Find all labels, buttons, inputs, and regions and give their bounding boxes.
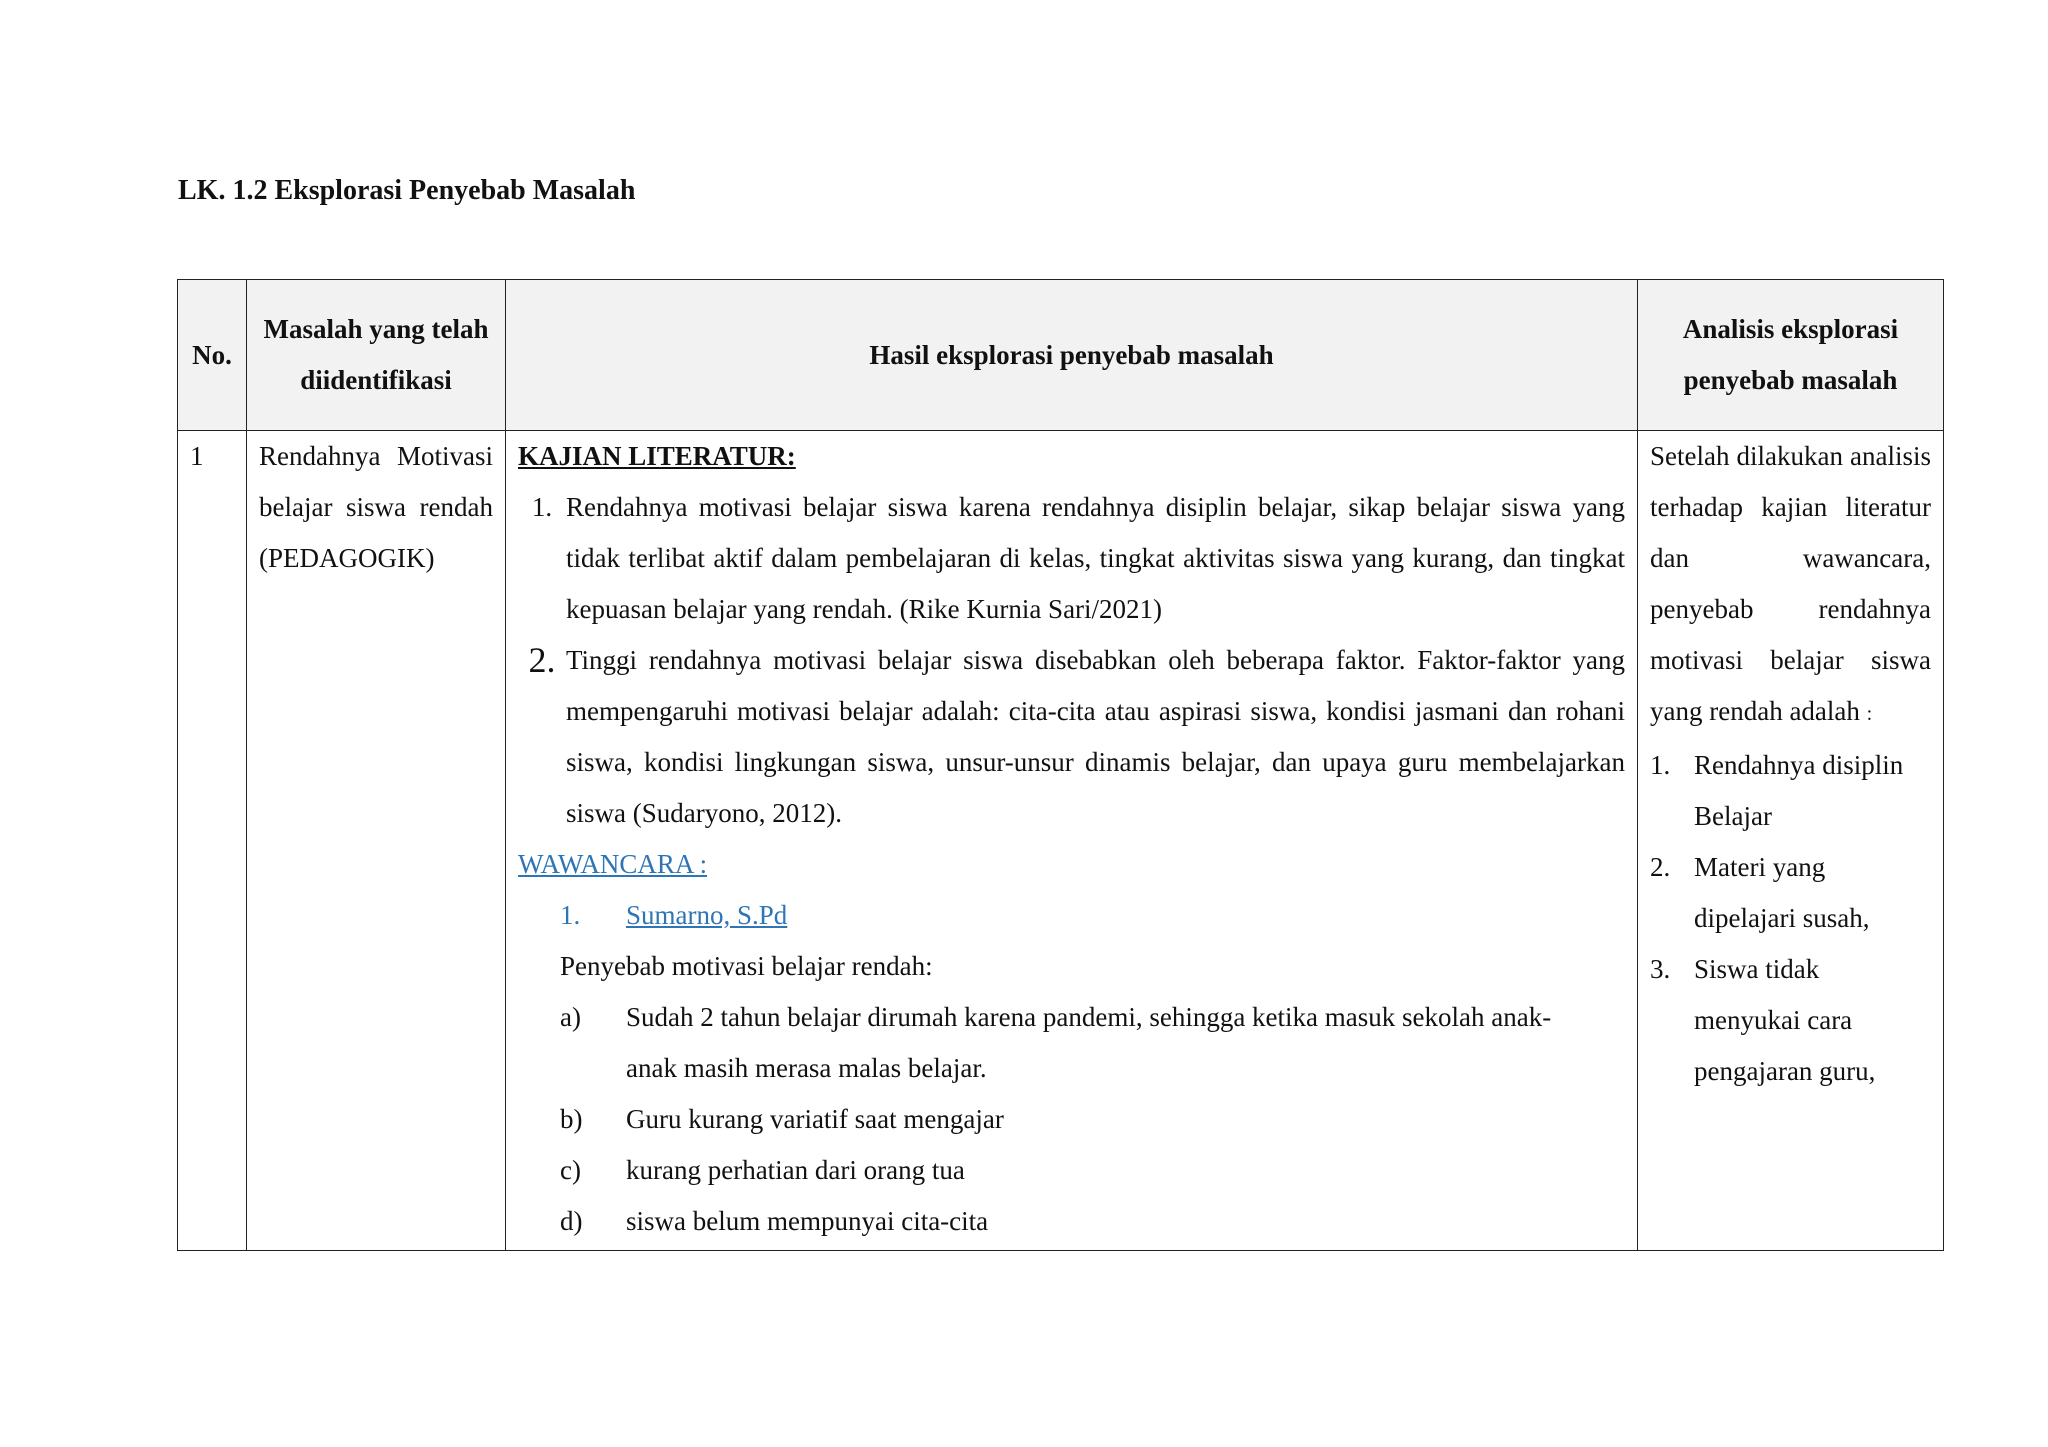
interview-point (518, 992, 1625, 1094)
analysis-item-number: 3. (1650, 954, 1671, 984)
interview-point-label: d) (560, 1206, 583, 1236)
interview-point (518, 1145, 1625, 1196)
interview-point-label: a) (560, 1002, 581, 1032)
analysis-item (1650, 740, 1931, 842)
page-title: LK. 1.2 Eksplorasi Penyebab Masalah (178, 175, 636, 206)
interview-intro: Penyebab motivasi belajar rendah: (560, 951, 933, 981)
table-row (178, 431, 1944, 1251)
analysis-colon: : (1866, 703, 1873, 725)
header-problem: Masalah yang telah diidentifikasi (247, 280, 506, 431)
header-analysis: Analisis eksplorasi penyebab masalah (1638, 280, 1944, 431)
interview-point (518, 1094, 1625, 1145)
literature-item-number: 2. (528, 640, 556, 680)
interview-point-text: Sudah 2 tahun belajar dirumah karena pandemi, sehingga ketika masuk sekolah anak-anak masih merasa malas belajar. (626, 1002, 1552, 1083)
interview-point-text: Guru kurang variatif saat mengajar (626, 1104, 1004, 1134)
interview-person-number: 1. (560, 900, 581, 930)
literature-item (518, 482, 1625, 635)
header-results: Hasil eksplorasi penyebab masalah (506, 280, 1638, 431)
analysis-item-text: Rendahnya disiplin Belajar (1694, 750, 1904, 831)
interview-point-label: c) (560, 1155, 581, 1185)
analysis-intro-text: Setelah dilakukan analisis terhadap kajian literatur dan wawancara, penyebab rendahnya motivasi belajar siswa yang rendah adalah (1650, 441, 1931, 726)
literature-item-text: Rendahnya motivasi belajar siswa karena rendahnya disiplin belajar, sikap belajar siswa yang tidak terlibat aktif dalam pembelajaran di kelas, tingkat aktivitas siswa yang kurang, dan tingkat kepuasan belajar yang rendah. (Rike Kurnia Sari/2021) (566, 492, 1625, 624)
analysis-item-text: Siswa tidak menyukai cara pengajaran guru, (1694, 954, 1876, 1086)
interview-point-text: siswa belum mempunyai cita-cita (626, 1206, 989, 1236)
literature-heading: KAJIAN LITERATUR: (518, 441, 796, 471)
literature-item-text: Tinggi rendahnya motivasi belajar siswa disebabkan oleh beberapa faktor. Faktor-faktor yang mempengaruhi motivasi belajar adalah: cita-cita atau aspirasi siswa, kondisi jasmani dan rohani siswa, kondisi lingkungan siswa, unsur-unsur dinamis belajar, dan upaya guru membelajarkan siswa (Sudaryono, 2012). (566, 645, 1625, 828)
exploration-table (177, 279, 1944, 1251)
interview-heading: WAWANCARA : (518, 849, 708, 879)
problem-cell: Rendahnya Motivasi belajar siswa rendah (PEDAGOGIK) (247, 431, 506, 1251)
analysis-intro (1650, 431, 1931, 740)
analysis-cell (1638, 431, 1944, 1251)
interview-point-label: b) (560, 1104, 583, 1134)
table-header-row (178, 280, 1944, 431)
literature-item-number: 1. (531, 492, 553, 522)
interview-person-link[interactable]: Sumarno, S.Pd (626, 900, 788, 930)
interview-point (518, 1196, 1625, 1247)
header-no: No. (178, 280, 247, 431)
analysis-item (1650, 944, 1931, 1097)
analysis-item-text: Materi yang dipelajari susah, (1694, 852, 1870, 933)
row-number: 1 (178, 431, 247, 1251)
analysis-item (1650, 842, 1931, 944)
analysis-item-number: 2. (1650, 852, 1671, 882)
interview-point-text: kurang perhatian dari orang tua (626, 1155, 965, 1185)
results-cell (506, 431, 1638, 1251)
analysis-item-number: 1. (1650, 750, 1671, 780)
interview-person (518, 890, 1625, 941)
literature-item (518, 635, 1625, 839)
